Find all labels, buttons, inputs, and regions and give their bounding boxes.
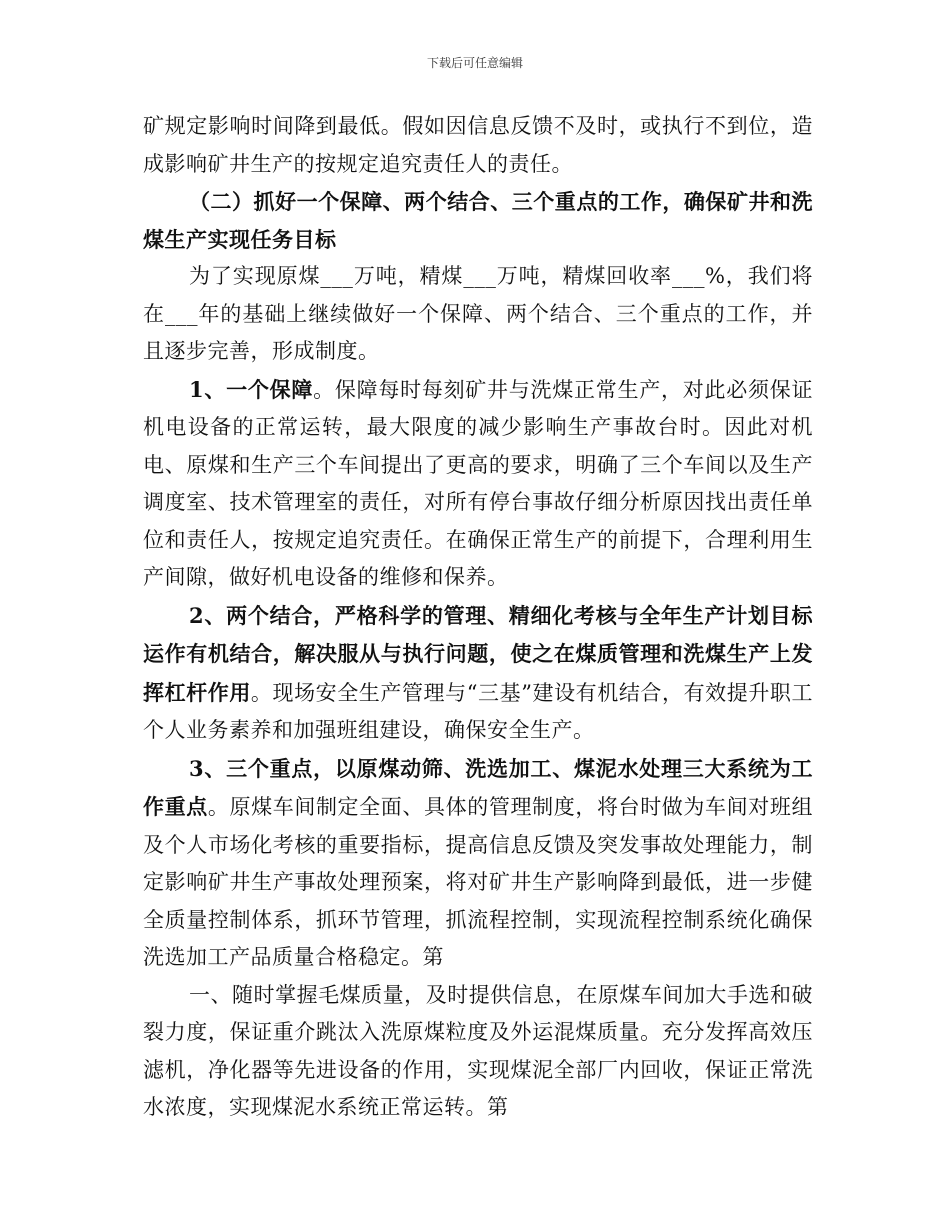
paragraph-continuation: 矿规定影响时间降到最低。假如因信息反馈不及时，或执行不到位，造成影响矿井生产的按规定追究责任人的责任。 <box>143 114 813 176</box>
section-heading: （二）抓好一个保障、两个结合、三个重点的工作，确保矿井和洗煤生产实现任务目标 <box>143 189 813 252</box>
paragraph-two-combinations <box>143 597 813 750</box>
paragraph-first-point: 一、随时掌握毛煤质量，及时提供信息，在原煤车间加大手选和破裂力度，保证重介跳汰入洗原煤粒度及外运混煤质量。充分发挥高效压滤机，净化器等先进设备的作用，实现煤泥全部厂内回收，保证正常洗水浓度，实现煤泥水系统正常运转。第 <box>143 982 813 1119</box>
paragraph-three-focuses <box>143 750 813 977</box>
paragraph-goals: 为了实现原煤___万吨，精煤___万吨，精煤回收率___%，我们将在___年的基础上继续做好一个保障、两个结合、三个重点的工作，并且逐步完善，形成制度。 <box>143 264 813 363</box>
paragraph-one-guarantee <box>143 371 813 597</box>
item-1-text: 。保障每时每刻矿井与洗煤正常生产，对此必须保证机电设备的正常运转，最大限度的减少影响生产事故台时。因此对机电、原煤和生产三个车间提出了更高的要求，明确了三个车间以及生产调度室、技术管理室的责任，对所有停台事故仔细分析原因找出责任单位和责任人，按规定追究责任。在确保正常生产的前提下，合理利用生产间隙，做好机电设备的维修和保养。 <box>143 377 813 589</box>
page-header: 下载后可任意编辑 <box>426 56 523 70</box>
item-3-text: 。原煤车间制定全面、具体的管理制度，将台时做为车间对班组及个人市场化考核的重要指标，提高信息反馈及突发事故处理能力，制定影响矿井生产事故处理预案，将对矿井生产影响降到最低，进一步健全质量控制体系，抓环节管理，抓流程控制，实现流程控制系统化确保洗选加工产品质量合格稳定。第 <box>143 795 814 969</box>
item-1-title: 1、一个保障 <box>189 376 314 402</box>
item-2-title: 2、两个结合，严格科学的管理、精细化考核与全年生产计划目标运作有机结合，解决服从与执行问题，使之在煤质管理和洗煤生产上发挥杠杆作用 <box>143 602 813 705</box>
document-body <box>143 108 813 1127</box>
item-3-title: 3、三个重点，以原煤动筛、洗选加工、煤泥水处理三大系统为工作重点 <box>143 755 813 819</box>
item-2-text: 。现场安全生产管理与“三基”建设有机结合，有效提升职工个人业务素养和加强班组建设，确保安全生产。 <box>143 680 813 742</box>
